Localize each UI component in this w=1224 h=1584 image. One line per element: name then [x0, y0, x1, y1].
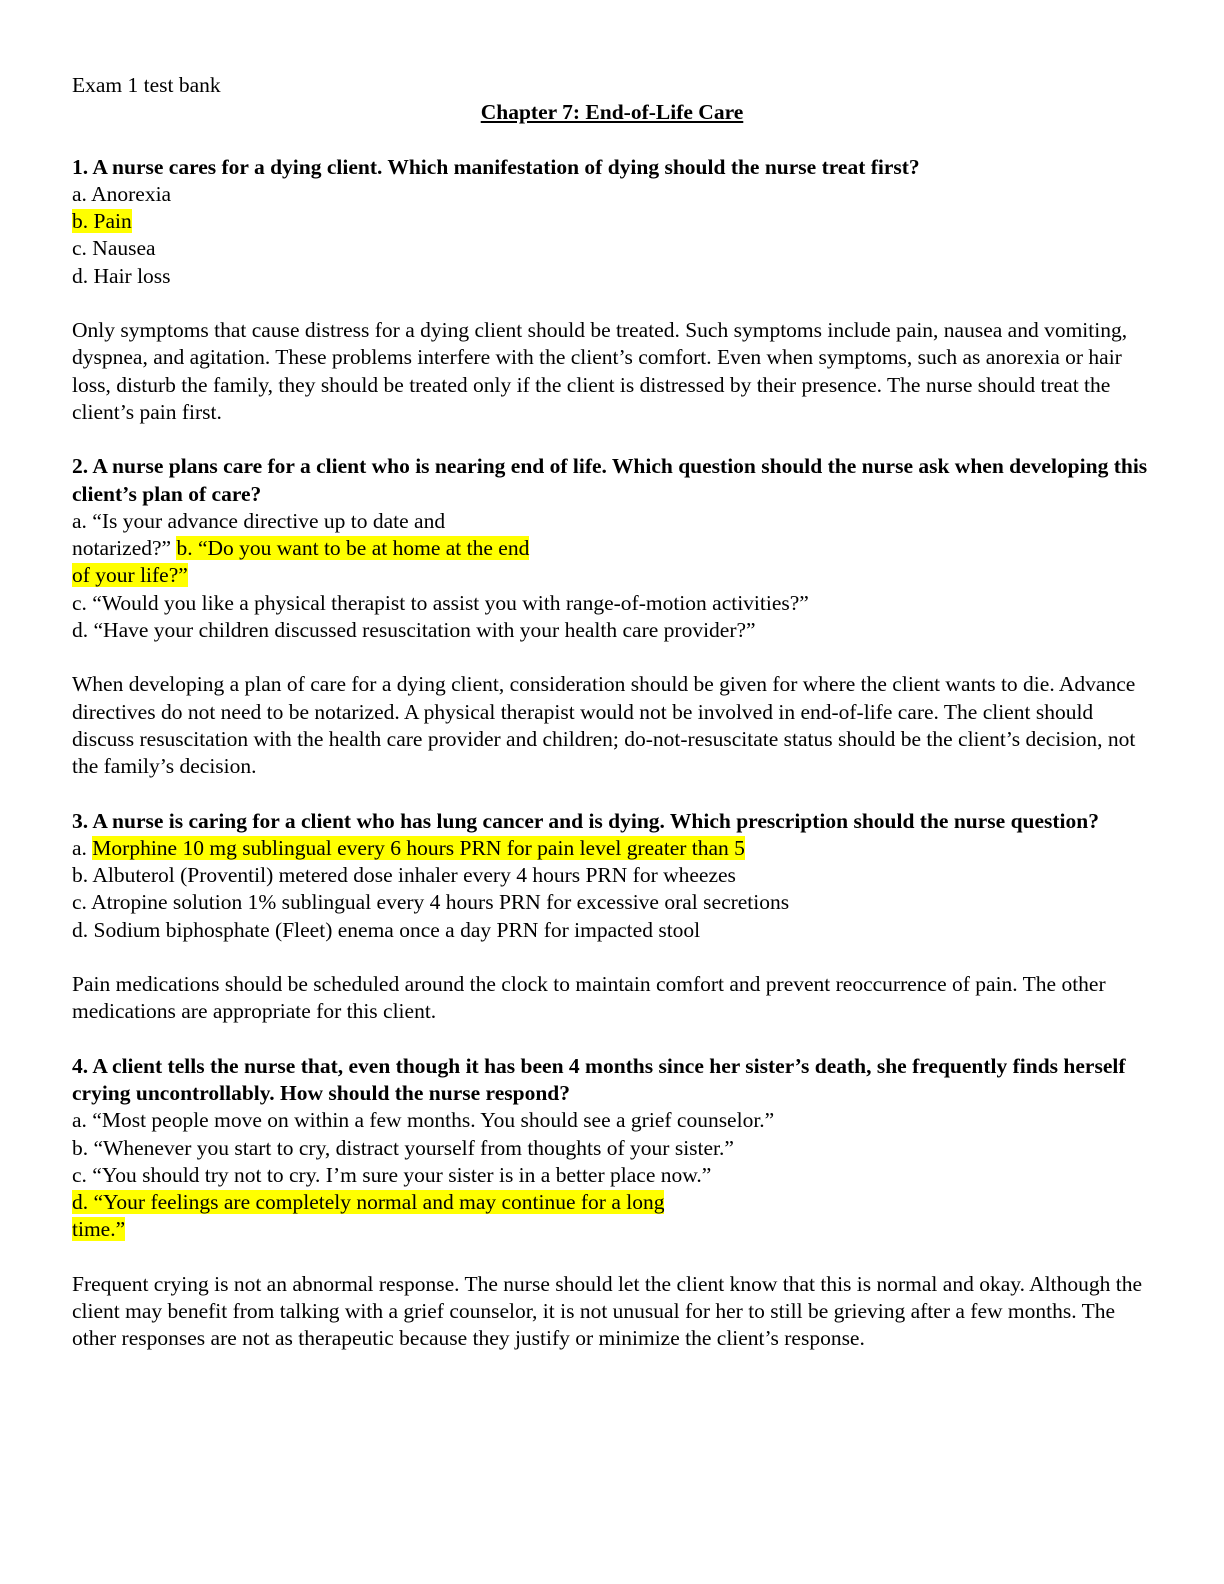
rationale-text: Only symptoms that cause distress for a dying client should be treated. Such symptoms include pain, nausea and vomiting, dyspnea, and agitation. These problems interfere with the client’s comfort. Even when symptoms, such as anorexia or hair loss, disturb the family, they should be treated only if the client is distressed by their presence. The nurse should treat the client’s pain first.: [72, 318, 1128, 424]
exam-label: Exam 1 test bank: [72, 73, 221, 97]
question-block-4: [72, 1053, 1152, 1353]
question-block-1: [72, 154, 1152, 427]
rationale-text: Frequent crying is not an abnormal response. The nurse should let the client know that this is normal and okay. Although the client may benefit from talking with a grief counselor, it is not unusual for her to still be grieving after a few months. The other responses are not as therapeutic because they justify or minimize the client’s response.: [72, 1271, 1143, 1351]
correct-answer-highlight: b. Pain: [72, 209, 132, 234]
answer-option-a: a. “Most people move on within a few months. You should see a grief counselor.”: [72, 1108, 775, 1133]
chapter-title: Chapter 7: End-of-Life Care: [480, 100, 744, 125]
answer-option-c: c. Atropine solution 1% sublingual every 4 hours PRN for excessive oral secretions: [72, 890, 790, 915]
question-stem: 4. A client tells the nurse that, even though it has been 4 months since her sister’s death, she frequently finds herself crying uncontrollably. How should the nurse respond?: [72, 1053, 1126, 1105]
answer-option-b-continued: [72, 562, 1152, 589]
answer-option-d: d. Hair loss: [72, 263, 171, 288]
question-stem: 1. A nurse cares for a dying client. Which manifestation of dying should the nurse treat first?: [72, 154, 920, 179]
correct-answer-highlight: Morphine 10 mg sublingual every 6 hours PRN for pain level greater than 5: [92, 835, 745, 860]
answer-option-b: b. Albuterol (Proventil) metered dose inhaler every 4 hours PRN for wheezes: [72, 863, 736, 888]
correct-answer-highlight: time.”: [72, 1217, 126, 1242]
answer-option-c: c. “You should try not to cry. I’m sure your sister is in a better place now.”: [72, 1162, 712, 1187]
document-page: [72, 72, 1152, 1380]
correct-answer-highlight: b. “Do you want to be at home at the end: [176, 536, 530, 561]
answer-option-d: d. Sodium biphosphate (Fleet) enema once a day PRN for impacted stool: [72, 917, 701, 942]
rationale-text: Pain medications should be scheduled around the clock to maintain comfort and prevent reoccurrence of pain. The other medications are appropriate for this client.: [72, 972, 1106, 1024]
question-block-3: [72, 808, 1152, 1026]
question-block-2: [72, 453, 1152, 780]
answer-option-c: c. Nausea: [72, 236, 156, 261]
answer-option-d-continued: [72, 1216, 1152, 1243]
answer-option-a: a. Anorexia: [72, 181, 172, 206]
answer-option-a: a. “Is your advance directive up to date and: [72, 508, 446, 533]
answer-option-a: [72, 835, 1152, 862]
answer-option-a-continued: [72, 535, 1152, 562]
answer-option-a-tail: notarized?”: [72, 536, 172, 561]
correct-answer-highlight: of your life?”: [72, 563, 188, 588]
rationale-text: When developing a plan of care for a dying client, consideration should be given for where the client wants to die. Advance directives do not need to be notarized. A physical therapist would not be involved in end-of-life care. The client should discuss resuscitation with the health care provider and children; do-not-resuscitate status should be the client’s decision, not the family’s decision.: [72, 672, 1136, 779]
answer-option-a-letter: a.: [72, 835, 87, 860]
answer-option-c: c. “Would you like a physical therapist to assist you with range-of-motion activities?”: [72, 590, 809, 615]
answer-option-b: [72, 208, 1152, 235]
question-stem: 2. A nurse plans care for a client who is nearing end of life. Which question should the nurse ask when developing this client’s plan of care?: [72, 454, 1148, 506]
correct-answer-highlight: d. “Your feelings are completely normal and may continue for a long: [72, 1190, 665, 1215]
answer-option-b: b. “Whenever you start to cry, distract yourself from thoughts of your sister.”: [72, 1135, 734, 1160]
answer-option-d: d. “Have your children discussed resuscitation with your health care provider?”: [72, 618, 756, 643]
question-stem: 3. A nurse is caring for a client who has lung cancer and is dying. Which prescription should the nurse question?: [72, 808, 1099, 833]
answer-option-d: [72, 1189, 1152, 1216]
